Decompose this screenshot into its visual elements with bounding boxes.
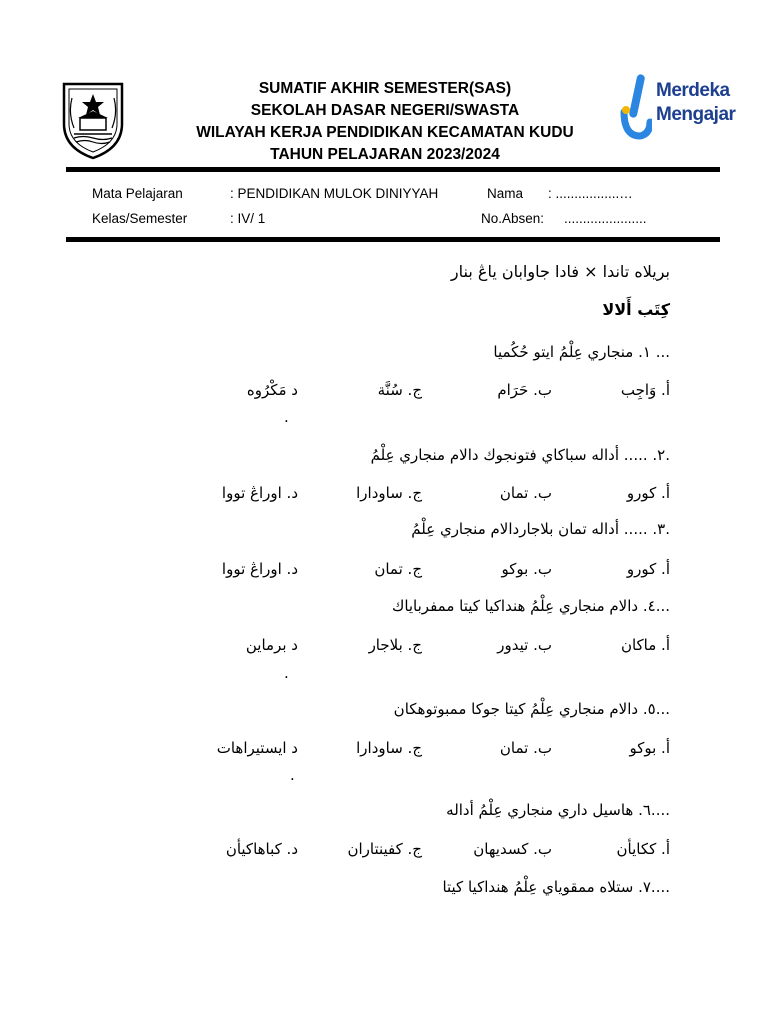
question-5-options (150, 739, 670, 765)
stray-dot: . (290, 766, 295, 784)
question-7: ....٧. ستلاه ممقوياي عِلْمُ هنداكيا كيتا (442, 878, 670, 896)
option-c: ج. ساودارا (356, 484, 422, 502)
class-value: : IV/ 1 (230, 211, 266, 226)
question-4-options (150, 636, 670, 662)
brand-line-2: Mengajar (656, 104, 736, 125)
option-d: د. اوراڠ تووا (221, 484, 298, 502)
question-5: ...٥. دالام منجاري عِلْمُ كيتا جوكا ممبوتوهكان (393, 700, 670, 718)
regency-emblem-icon (58, 78, 128, 160)
option-a: أ. ماكان (620, 636, 670, 654)
instruction-text: بريلاه تاندا × فادا جاوابان ياڠ بنار (450, 262, 670, 281)
question-1-options (150, 381, 670, 407)
exam-title-block (150, 78, 620, 166)
merdeka-mengajar-mark-icon (620, 72, 652, 144)
question-6: ....٦. هاسيل داري منجاري عِلْمُ أداله (446, 801, 670, 819)
exam-title: SUMATIF AKHIR SEMESTER(SAS) (258, 80, 512, 97)
option-d: د مَكْرُوه (246, 381, 298, 399)
option-c: ج. ساودارا (356, 739, 422, 757)
option-d: د. اوراڠ تووا (221, 560, 298, 578)
question-4: ...٤. دالام منجاري عِلْمُ هنداكيا كيتا ممفرباياك (391, 597, 670, 615)
absen-label: No.Absen: (481, 211, 545, 226)
stray-dot: . (284, 664, 289, 682)
question-3-options (150, 560, 670, 586)
district-name: WILAYAH KERJA PENDIDIKAN KECAMATAN KUDU (196, 124, 574, 141)
question-3: .٣. ..... أداله تمان بلاجاردالام منجاري عِلْمُ (411, 520, 670, 538)
option-a: أ. كورو (626, 484, 670, 502)
option-a: أ. بوكو (629, 739, 670, 757)
brand-line-1: Merdeka (656, 80, 730, 101)
question-1: ... ١. منجاري عِلْمُ ايتو حُكُميا (493, 343, 670, 361)
question-2: .٢. ..... أداله سباكاي فتونجوك دالام منجاري عِلْمُ (370, 446, 670, 464)
option-a: أ. كورو (626, 560, 670, 578)
option-c: ج. بلاجار (368, 636, 422, 654)
option-d: د ايستيراهات (216, 739, 298, 757)
question-2-options (150, 484, 670, 510)
option-b: ب. بوكو (501, 560, 552, 578)
option-c: ج. كفينتاران (347, 840, 422, 858)
option-b: ب. حَرَام (497, 381, 552, 399)
option-b: ب. تمان (499, 484, 552, 502)
name-label: Nama (487, 186, 524, 201)
name-value: : .................… (548, 186, 633, 201)
class-label: Kelas/Semester (92, 211, 188, 226)
header-divider-bottom (66, 237, 720, 242)
option-d: د برماين (245, 636, 298, 654)
stray-dot: . (284, 408, 289, 426)
option-a: أ. وَاجِب (620, 381, 670, 399)
option-b: ب. كسديهان (473, 840, 552, 858)
option-d: د. كباهاكيأن (225, 840, 298, 858)
option-c: ج. تمان (374, 560, 422, 578)
subject-value: : PENDIDIKAN MULOK DINIYYAH (230, 186, 439, 201)
option-b: ب. تمان (499, 739, 552, 757)
merdeka-mengajar-logo (620, 72, 736, 144)
section-title: كِتَب أَلالا (602, 300, 670, 319)
subject-label: Mata Pelajaran (92, 186, 183, 201)
absen-value: ...................... (564, 211, 647, 226)
question-6-options (150, 840, 670, 866)
option-b: ب. تيدور (497, 636, 552, 654)
option-a: أ. ككايأن (616, 840, 670, 858)
school-name: SEKOLAH DASAR NEGERI/SWASTA (250, 102, 520, 119)
academic-year: TAHUN PELAJARAN 2023/2024 (270, 146, 500, 163)
header-divider-top (66, 167, 720, 172)
document-header (0, 0, 768, 175)
option-c: ج. سُنَّة (377, 381, 422, 399)
